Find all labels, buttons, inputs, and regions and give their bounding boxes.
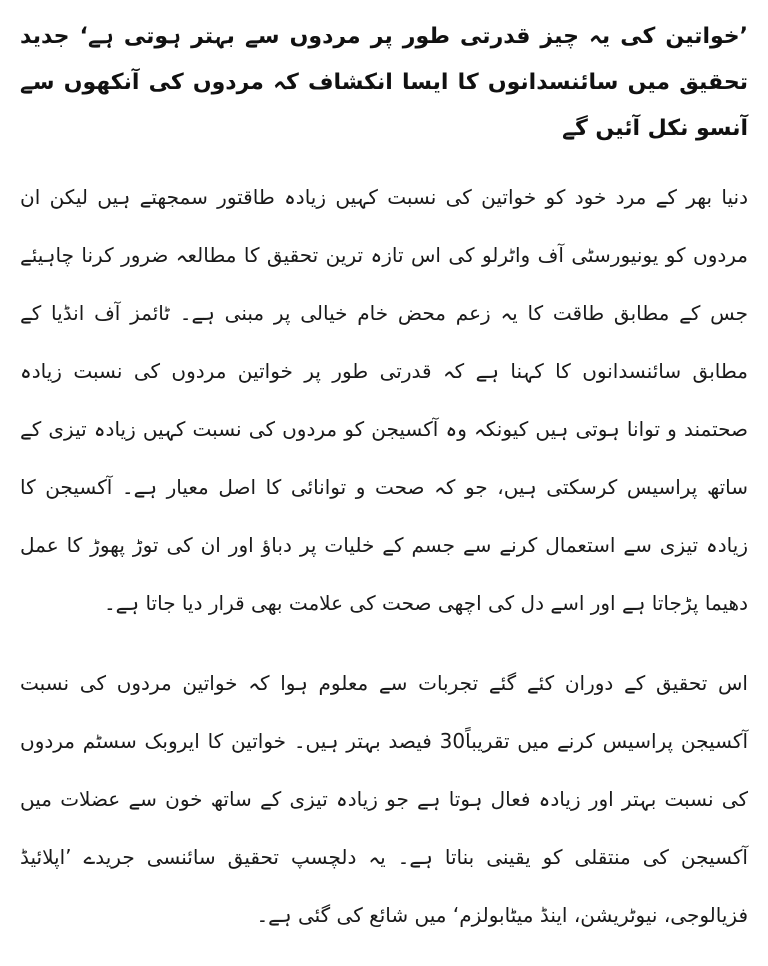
article-paragraph-2: اس تحقیق کے دوران کئے گئے تجربات سے معلوم ہوا کہ خواتین مردوں کی نسبت آکسیجن پراسیس کرنے میں تقریباً30 فیصد بہتر ہیں۔ خواتین کا ایروبک سسٹم مردوں کی نسبت بہتر اور زیادہ فعال ہوتا ہے جو زیادہ تیزی کے ساتھ خون سے عضلات میں آکسیجن کی منتقلی کو یقینی بناتا ہے۔ یہ دلچسپ تحقیق سائنسی جریدے ’اپلائیڈ فزیالوجی، نیوٹریشن، اینڈ میٹابولزم‘ میں شائع کی گئی ہے۔ bbox=[20, 671, 748, 927]
article-headline: ’خواتین کی یہ چیز قدرتی طور پر مردوں سے بہتر ہوتی ہے‘ جدید تحقیق میں سائنسدانوں کا ایسا انکشاف کہ مردوں کی آنکھوں سے آنسو نکل آئیں گے bbox=[20, 24, 748, 141]
news-article bbox=[20, 14, 748, 966]
article-paragraph-1: دنیا بھر کے مرد خود کو خواتین کی نسبت کہیں زیادہ طاقتور سمجھتے ہیں لیکن ان مردوں کو یونیورسٹی آف واٹرلو کی اس تازہ ترین تحقیق کا مطالعہ ضرور کرنا چاہیئے جس کے مطابق طاقت کا یہ زعم محض خام خیالی پر مبنی ہے۔ ٹائمز آف انڈیا کے مطابق سائنسدانوں کا کہنا ہے کہ قدرتی طور پر خواتین مردوں کی نسبت زیادہ صحتمند و توانا ہوتی ہیں کیونکہ وہ آکسیجن کو مردوں کی نسبت کہیں زیادہ تیزی کے ساتھ پراسیس کرسکتی ہیں، جو کہ صحت و توانائی کا اصل معیار ہے۔ آکسیجن کا زیادہ تیزی سے استعمال کرنے سے جسم کے خلیات پر دباﺅ اور ان کی توڑ پھوڑ کا عمل دھیما پڑجاتا ہے اور اسے دل کی اچھی صحت کی علامت بھی قرار دیا جاتا ہے۔ bbox=[20, 185, 748, 615]
